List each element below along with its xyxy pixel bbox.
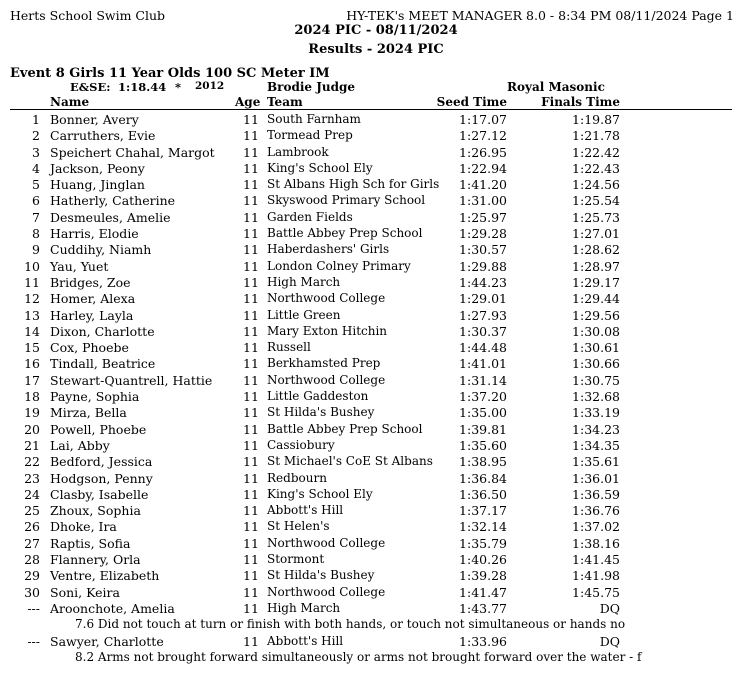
column-header-finals: Finals Time xyxy=(541,95,620,109)
result-row xyxy=(0,308,752,324)
seed-time: 1:41.20 xyxy=(459,177,507,193)
result-row xyxy=(0,471,752,487)
swimmer-age: 11 xyxy=(243,405,259,421)
result-place: 23 xyxy=(24,470,40,486)
result-row xyxy=(0,634,752,650)
swimmer-age: 11 xyxy=(243,144,259,160)
finals-time: 1:29.17 xyxy=(572,274,620,290)
seed-time: 1:37.17 xyxy=(459,503,507,519)
swimmer-team: St Hilda's Bushey xyxy=(267,568,375,583)
finals-time: 1:41.98 xyxy=(572,568,620,584)
result-place: 24 xyxy=(24,486,40,502)
swimmer-team: Mary Exton Hitchin xyxy=(267,323,388,338)
result-row xyxy=(0,161,752,177)
finals-time: 1:25.54 xyxy=(572,193,620,209)
swimmer-team: Haberdashers' Girls xyxy=(267,242,390,257)
result-row xyxy=(0,145,752,161)
result-place: 15 xyxy=(24,340,40,356)
swimmer-team: South Farnham xyxy=(267,112,361,126)
swimmer-age: 11 xyxy=(243,552,259,568)
swimmer-age: 11 xyxy=(243,291,259,307)
finals-time: 1:35.61 xyxy=(572,454,620,470)
column-header-team: Team xyxy=(267,95,303,109)
seed-time: 1:29.28 xyxy=(459,226,507,242)
result-row xyxy=(0,324,752,340)
header-rule xyxy=(10,109,732,110)
result-place: 30 xyxy=(24,584,40,600)
result-row xyxy=(0,438,752,454)
result-place: 19 xyxy=(24,405,40,421)
swimmer-team: Abbott's Hill xyxy=(267,633,344,648)
seed-time: 1:40.26 xyxy=(459,552,507,568)
swimmer-team: St Albans High Sch for Girls xyxy=(267,177,440,192)
swimmer-name: Hodgson, Penny xyxy=(50,470,153,486)
result-place: 10 xyxy=(24,258,40,274)
seed-time: 1:27.12 xyxy=(459,128,507,144)
result-row xyxy=(0,536,752,552)
result-row xyxy=(0,422,752,438)
result-row xyxy=(0,291,752,307)
result-place: 5 xyxy=(32,177,40,193)
finals-time: 1:30.66 xyxy=(572,356,620,372)
result-place: 9 xyxy=(32,242,40,258)
result-row xyxy=(0,210,752,226)
swimmer-team: Northwood College xyxy=(267,291,386,306)
seed-time: 1:36.50 xyxy=(459,486,507,502)
swimmer-name: Bonner, Avery xyxy=(50,112,139,127)
swimmer-age: 11 xyxy=(243,535,259,551)
swimmer-name: Bridges, Zoe xyxy=(50,274,131,290)
result-row xyxy=(0,275,752,291)
swimmer-age: 11 xyxy=(243,437,259,453)
swimmer-age: 11 xyxy=(243,503,259,519)
finals-time: 1:30.08 xyxy=(572,323,620,339)
swimmer-team: Battle Abbey Prep School xyxy=(267,421,423,436)
swimmer-age: 11 xyxy=(243,600,259,616)
swimmer-name: Speichert Chahal, Margot xyxy=(50,144,215,160)
seed-time: 1:30.37 xyxy=(459,323,507,339)
result-row xyxy=(0,389,752,405)
result-row xyxy=(0,405,752,421)
report-header-software: HY-TEK's MEET MANAGER 8.0 - 8:34 PM 08/11/2024 Page 1 xyxy=(346,8,734,23)
swimmer-team: Northwood College xyxy=(267,535,386,550)
swimmer-team: Russell xyxy=(267,340,311,355)
swimmer-name: Flannery, Orla xyxy=(50,552,141,568)
column-header-seed: Seed Time xyxy=(436,95,507,109)
seed-time: 1:41.47 xyxy=(459,584,507,600)
swimmer-age: 11 xyxy=(243,242,259,258)
swimmer-age: 11 xyxy=(243,519,259,535)
results-title: Results - 2024 PIC xyxy=(308,42,444,57)
disqualification-note xyxy=(0,617,752,633)
record-year: 2012 xyxy=(195,80,225,92)
swimmer-name: Payne, Sophia xyxy=(50,389,140,405)
swimmer-name: Yau, Yuet xyxy=(50,258,109,274)
swimmer-name: Harley, Layla xyxy=(50,307,134,323)
swimmer-name: Ventre, Elizabeth xyxy=(50,568,160,584)
swimmer-name: Huang, Jinglan xyxy=(50,177,145,193)
swimmer-name: Carruthers, Evie xyxy=(50,128,156,144)
finals-time: 1:36.76 xyxy=(572,503,620,519)
finals-time: 1:29.44 xyxy=(572,291,620,307)
swimmer-team: Tormead Prep xyxy=(267,128,353,143)
seed-time: 1:32.14 xyxy=(459,519,507,535)
result-place: 12 xyxy=(24,291,40,307)
seed-time: 1:44.48 xyxy=(459,340,507,356)
disqualification-note xyxy=(0,650,752,666)
result-place: 1 xyxy=(32,112,40,127)
finals-time: DQ xyxy=(599,600,620,616)
result-row xyxy=(0,552,752,568)
result-row xyxy=(0,373,752,389)
meet-title: 2024 PIC - 08/11/2024 xyxy=(294,23,458,38)
finals-time: 1:22.43 xyxy=(572,160,620,176)
swimmer-name: Soni, Keira xyxy=(50,584,120,600)
result-place: --- xyxy=(27,600,40,616)
seed-time: 1:38.95 xyxy=(459,454,507,470)
swimmer-team: Northwood College xyxy=(267,584,386,599)
finals-time: 1:33.19 xyxy=(572,405,620,421)
swimmer-age: 11 xyxy=(243,372,259,388)
swimmer-team: St Michael's CoE St Albans xyxy=(267,454,433,469)
finals-time: 1:34.35 xyxy=(572,437,620,453)
result-place: 16 xyxy=(24,356,40,372)
swimmer-age: 11 xyxy=(243,389,259,405)
seed-time: 1:41.01 xyxy=(459,356,507,372)
record-team: Royal Masonic xyxy=(507,80,605,94)
result-row xyxy=(0,242,752,258)
swimmer-name: Desmeules, Amelie xyxy=(50,209,171,225)
result-place: 2 xyxy=(32,128,40,144)
finals-time: 1:41.45 xyxy=(572,552,620,568)
finals-time: 1:38.16 xyxy=(572,535,620,551)
seed-time: 1:27.93 xyxy=(459,307,507,323)
swimmer-team: Stormont xyxy=(267,552,325,567)
result-row xyxy=(0,568,752,584)
swimmer-name: Lai, Abby xyxy=(50,437,110,453)
finals-time: 1:27.01 xyxy=(572,226,620,242)
result-row xyxy=(0,340,752,356)
swimmer-team: Redbourn xyxy=(267,470,327,485)
result-place: 25 xyxy=(24,503,40,519)
result-place: 6 xyxy=(32,193,40,209)
result-row xyxy=(0,356,752,372)
result-row xyxy=(0,454,752,470)
finals-time: 1:24.56 xyxy=(572,177,620,193)
swimmer-team: London Colney Primary xyxy=(267,258,411,273)
swimmer-name: Sawyer, Charlotte xyxy=(50,633,164,649)
swimmer-age: 11 xyxy=(243,454,259,470)
seed-time: 1:29.01 xyxy=(459,291,507,307)
swimmer-team: King's School Ely xyxy=(267,486,373,501)
swimmer-age: 11 xyxy=(243,307,259,323)
result-row xyxy=(0,601,752,617)
seed-time: 1:29.88 xyxy=(459,258,507,274)
result-place: 21 xyxy=(24,437,40,453)
swimmer-team: St Helen's xyxy=(267,519,330,534)
finals-time: 1:30.61 xyxy=(572,340,620,356)
swimmer-name: Hatherly, Catherine xyxy=(50,193,176,209)
report-header-club: Herts School Swim Club xyxy=(10,8,166,23)
swimmer-name: Tindall, Beatrice xyxy=(50,356,156,372)
swimmer-age: 11 xyxy=(243,193,259,209)
result-row xyxy=(0,585,752,601)
record-star: * xyxy=(175,80,182,94)
seed-time: 1:22.94 xyxy=(459,160,507,176)
swimmer-name: Dhoke, Ira xyxy=(50,519,117,535)
swimmer-team: Little Gaddeston xyxy=(267,389,369,404)
seed-time: 1:33.96 xyxy=(459,633,507,649)
swimmer-age: 11 xyxy=(243,323,259,339)
finals-time: 1:34.23 xyxy=(572,421,620,437)
swimmer-age: 11 xyxy=(243,274,259,290)
finals-time: 1:22.42 xyxy=(572,144,620,160)
result-place: 14 xyxy=(24,323,40,339)
result-place: 8 xyxy=(32,226,40,242)
swimmer-team: St Hilda's Bushey xyxy=(267,405,375,420)
swimmer-age: 11 xyxy=(243,584,259,600)
swimmer-age: 11 xyxy=(243,470,259,486)
swimmer-team: King's School Ely xyxy=(267,160,373,175)
finals-time: 1:32.68 xyxy=(572,389,620,405)
finals-time: 1:36.59 xyxy=(572,486,620,502)
swimmer-age: 11 xyxy=(243,128,259,144)
result-row xyxy=(0,519,752,535)
swimmer-name: Aroonchote, Amelia xyxy=(50,600,175,616)
finals-time: 1:21.78 xyxy=(572,128,620,144)
seed-time: 1:39.28 xyxy=(459,568,507,584)
swimmer-team: Garden Fields xyxy=(267,209,353,224)
seed-time: 1:35.60 xyxy=(459,437,507,453)
swimmer-name: Dixon, Charlotte xyxy=(50,323,155,339)
result-place: 27 xyxy=(24,535,40,551)
result-place: 17 xyxy=(24,372,40,388)
result-row xyxy=(0,128,752,144)
swimmer-name: Bedford, Jessica xyxy=(50,454,153,470)
swimmer-team: Berkhamsted Prep xyxy=(267,356,381,371)
swimmer-team: Abbott's Hill xyxy=(267,503,344,518)
seed-time: 1:35.00 xyxy=(459,405,507,421)
column-header-name: Name xyxy=(50,95,90,109)
seed-time: 1:30.57 xyxy=(459,242,507,258)
result-place: --- xyxy=(27,633,40,649)
seed-time: 1:44.23 xyxy=(459,274,507,290)
result-row xyxy=(0,226,752,242)
record-holder: Brodie Judge xyxy=(267,80,356,94)
swimmer-name: Zhoux, Sophia xyxy=(50,503,141,519)
seed-time: 1:35.79 xyxy=(459,535,507,551)
result-place: 4 xyxy=(32,160,40,176)
swimmer-team: Northwood College xyxy=(267,372,386,387)
seed-time: 1:43.77 xyxy=(459,600,507,616)
finals-time: 1:36.01 xyxy=(572,470,620,486)
record-label: E&SE: xyxy=(70,80,111,94)
finals-time: 1:19.87 xyxy=(572,112,620,127)
swimmer-age: 11 xyxy=(243,633,259,649)
result-place: 28 xyxy=(24,552,40,568)
finals-time: 1:28.97 xyxy=(572,258,620,274)
result-place: 11 xyxy=(24,274,40,290)
swimmer-age: 11 xyxy=(243,226,259,242)
swimmer-age: 11 xyxy=(243,209,259,225)
result-place: 29 xyxy=(24,568,40,584)
result-place: 20 xyxy=(24,421,40,437)
seed-time: 1:17.07 xyxy=(459,112,507,127)
seed-time: 1:39.81 xyxy=(459,421,507,437)
swimmer-team: Little Green xyxy=(267,307,341,322)
column-header-age: Age xyxy=(235,95,261,109)
finals-time: 1:37.02 xyxy=(572,519,620,535)
finals-time: 1:28.62 xyxy=(572,242,620,258)
finals-time: DQ xyxy=(599,633,620,649)
result-row xyxy=(0,177,752,193)
swimmer-age: 11 xyxy=(243,486,259,502)
seed-time: 1:26.95 xyxy=(459,144,507,160)
swimmer-age: 11 xyxy=(243,340,259,356)
result-place: 3 xyxy=(32,144,40,160)
result-place: 13 xyxy=(24,307,40,323)
swimmer-team: Cassiobury xyxy=(267,437,335,452)
swimmer-name: Harris, Elodie xyxy=(50,226,139,242)
disqualification-note-text: 7.6 Did not touch at turn or finish with both hands, or touch not simultaneous or hands no xyxy=(75,617,626,632)
swimmer-name: Mirza, Bella xyxy=(50,405,127,421)
swimmer-age: 11 xyxy=(243,568,259,584)
swimmer-team: High March xyxy=(267,274,341,289)
swimmer-age: 11 xyxy=(243,421,259,437)
swimmer-team: High March xyxy=(267,600,341,615)
swimmer-age: 11 xyxy=(243,112,259,127)
swimmer-age: 11 xyxy=(243,177,259,193)
seed-time: 1:31.00 xyxy=(459,193,507,209)
swimmer-team: Skyswood Primary School xyxy=(267,193,426,208)
result-row xyxy=(0,112,752,128)
swimmer-name: Clasby, Isabelle xyxy=(50,486,149,502)
swimmer-name: Jackson, Peony xyxy=(50,160,145,176)
swimmer-name: Cuddihy, Niamh xyxy=(50,242,152,258)
result-place: 18 xyxy=(24,389,40,405)
results-table xyxy=(0,112,752,666)
swimmer-name: Raptis, Sofia xyxy=(50,535,131,551)
swimmer-name: Powell, Phoebe xyxy=(50,421,147,437)
swimmer-age: 11 xyxy=(243,356,259,372)
seed-time: 1:25.97 xyxy=(459,209,507,225)
event-title: Event 8 Girls 11 Year Olds 100 SC Meter IM xyxy=(10,66,330,81)
finals-time: 1:45.75 xyxy=(572,584,620,600)
result-place: 26 xyxy=(24,519,40,535)
swimmer-age: 11 xyxy=(243,258,259,274)
disqualification-note-text: 8.2 Arms not brought forward simultaneously or arms not brought forward over the water - f xyxy=(75,649,642,664)
result-row xyxy=(0,259,752,275)
seed-time: 1:37.20 xyxy=(459,389,507,405)
swimmer-name: Stewart-Quantrell, Hattie xyxy=(50,372,213,388)
swimmer-team: Battle Abbey Prep School xyxy=(267,226,423,241)
seed-time: 1:36.84 xyxy=(459,470,507,486)
finals-time: 1:25.73 xyxy=(572,209,620,225)
result-row xyxy=(0,503,752,519)
finals-time: 1:30.75 xyxy=(572,372,620,388)
result-row xyxy=(0,487,752,503)
result-place: 22 xyxy=(24,454,40,470)
swimmer-name: Cox, Phoebe xyxy=(50,340,129,356)
swimmer-team: Lambrook xyxy=(267,144,329,159)
seed-time: 1:31.14 xyxy=(459,372,507,388)
result-place: 7 xyxy=(32,209,40,225)
record-time: 1:18.44 xyxy=(118,80,167,94)
swimmer-name: Homer, Alexa xyxy=(50,291,136,307)
finals-time: 1:29.56 xyxy=(572,307,620,323)
result-row xyxy=(0,193,752,209)
swimmer-age: 11 xyxy=(243,160,259,176)
